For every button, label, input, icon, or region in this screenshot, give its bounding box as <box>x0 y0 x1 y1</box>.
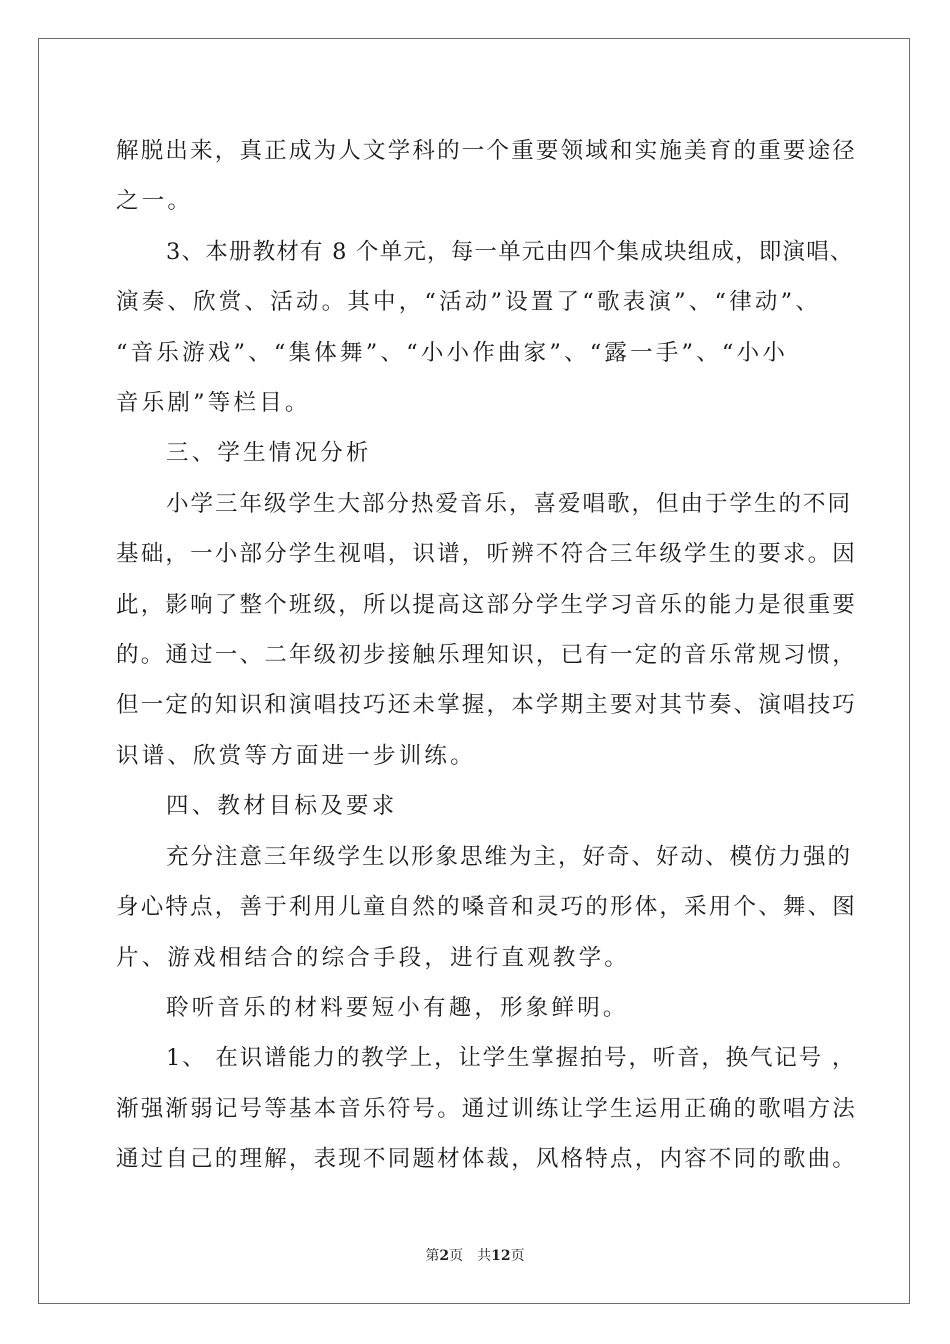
text-line: 但一定的知识和演唱技巧还未掌握，本学期主要对其节奏、演唱技巧 <box>116 692 858 719</box>
text-line: 充分注意三年级学生以形象思维为主，好奇、好动、模仿力强的 <box>166 843 853 870</box>
text-line: “音乐游戏”、“集体舞”、“小小作曲家”、“露一手”、“小小 <box>116 339 789 366</box>
text-line: 音乐剧”等栏目。 <box>116 390 311 417</box>
footer-total-suffix: 页 <box>510 1248 525 1264</box>
footer-page-prefix: 第 <box>425 1248 440 1264</box>
text-line: 通过自己的理解，表现不同题材体裁，风格特点，内容不同的歌曲。 <box>116 1146 858 1173</box>
footer-page-suffix: 页 <box>449 1248 464 1264</box>
text-line: 渐强渐弱记号等基本音乐符号。通过训练让学生运用正确的歌唱方法 <box>116 1095 858 1122</box>
text-line: 解脱出来，真正成为人文学科的一个重要领域和实施美育的重要途径 <box>116 138 858 164</box>
footer-total-prefix: 共 <box>477 1248 492 1264</box>
text-line: 基础，一小部分学生视唱，识谱，听辨不符合三年级学生的要求。因 <box>116 541 858 568</box>
text-line: 聆听音乐的材料要短小有趣，形象鲜明。 <box>166 994 629 1021</box>
text-line: 此，影响了整个班级，所以提高这部分学生学习音乐的能力是很重要 <box>116 591 858 618</box>
text-line: 3、本册教材有 8 个单元，每一单元由四个集成块组成，即演唱、 <box>166 238 854 265</box>
text-line: 1、 在识谱能力的教学上，让学生掌握拍号，听音，换气记号 ， <box>166 1045 857 1072</box>
document-body <box>116 126 856 1185</box>
text-line: 之一。 <box>116 188 194 215</box>
section-heading-students: 三、学生情况分析 <box>166 440 372 467</box>
section-heading-goals: 四、教材目标及要求 <box>166 793 398 820</box>
text-line: 片、游戏相结合的综合手段，进行直观教学。 <box>116 944 631 971</box>
text-line: 的。通过一、二年级初步接触乐理知识，已有一定的音乐常规习惯， <box>116 642 858 669</box>
text-line: 小学三年级学生大部分热爱音乐，喜爱唱歌，但由于学生的不同 <box>166 490 853 517</box>
footer-page-number: 2 <box>439 1248 450 1264</box>
text-line: 演奏、欣赏、活动。其中，“活动”设置了“歌表演”、“律动”、 <box>116 289 822 316</box>
page-footer <box>0 1245 950 1265</box>
text-line: 身心特点，善于利用儿童自然的嗓音和灵巧的形体，采用个、舞、图 <box>116 894 858 921</box>
footer-total-pages: 12 <box>491 1248 511 1264</box>
text-line: 识谱、欣赏等方面进一步训练。 <box>116 742 476 769</box>
